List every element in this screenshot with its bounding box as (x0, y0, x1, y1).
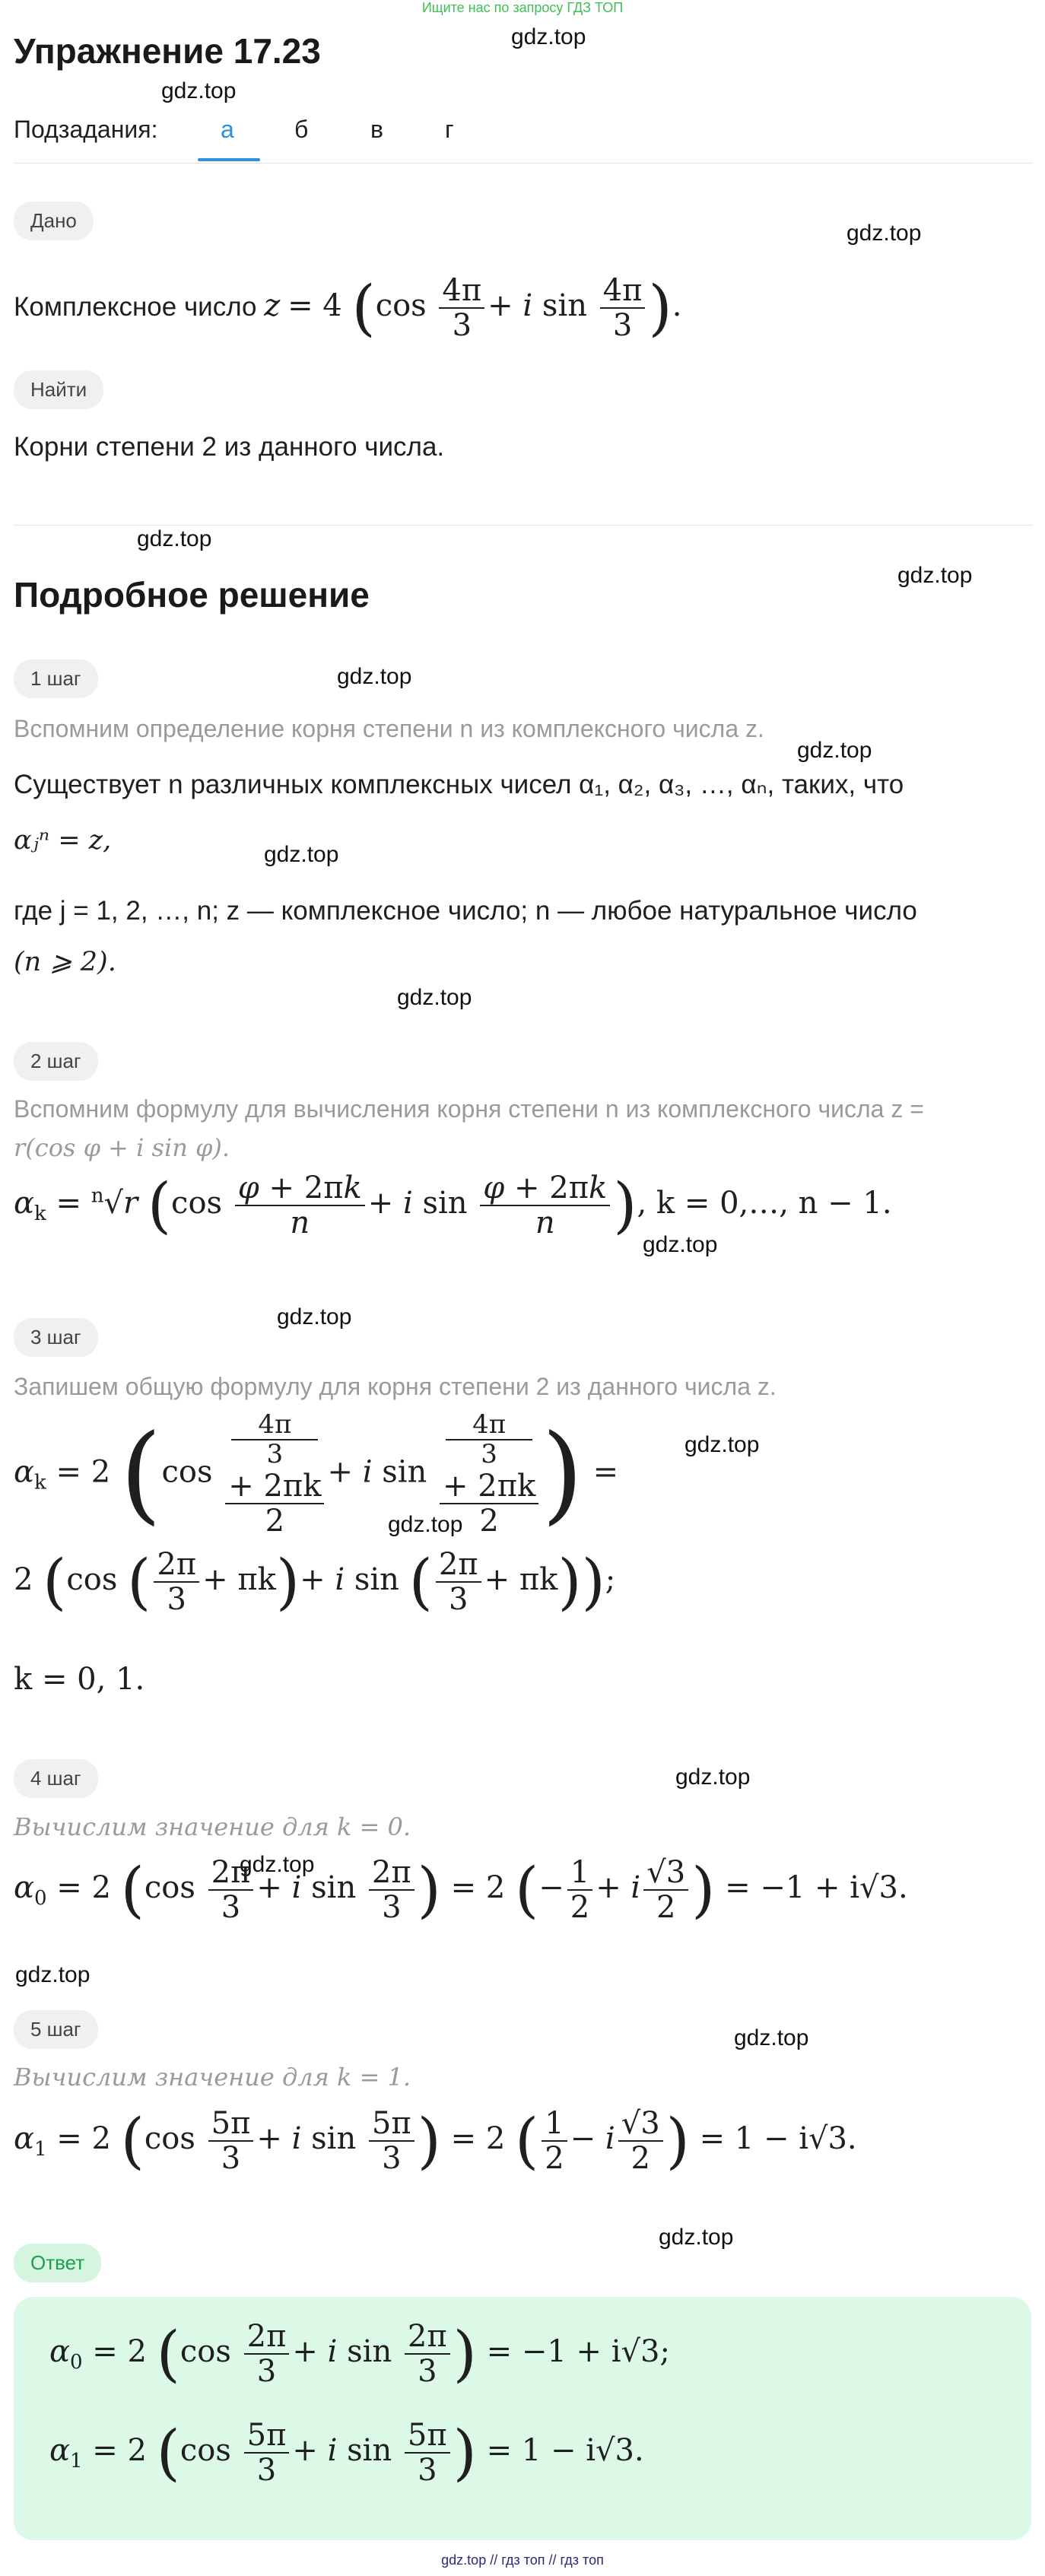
watermark: gdz.top (643, 1232, 718, 1257)
section-divider (14, 525, 1033, 526)
step-2-hint-2: r(cos φ + i sin φ). (14, 1133, 230, 1162)
find-badge: Найти (14, 370, 103, 409)
tab-v[interactable]: в (370, 116, 383, 143)
watermark: gdz.top (397, 985, 472, 1010)
step-3-hint: Запишем общую формулу для корня степени 2 из данного числа z. (14, 1373, 777, 1400)
step-1-hint: Вспомним определение корня степени n из комплексного числа z. (14, 715, 764, 742)
step-1-line-2: αⱼⁿ = z, (14, 825, 112, 856)
watermark: gdz.top (511, 24, 586, 49)
step-4-badge: 4 шаг (14, 1759, 98, 1798)
step-1-badge: 1 шаг (14, 659, 98, 698)
watermark: gdz.top (675, 1764, 751, 1790)
step-3-formula-1: $\alpha_k = 2$ (cos 4π 3 + 2πk 2 + i sin 4π 3 + 2πk 2 ) = (14, 1409, 619, 1539)
watermark: gdz.top (684, 1432, 760, 1457)
page-title: Упражнение 17.23 (14, 31, 321, 71)
step-5-hint: Вычислим значение для k = 1. (14, 2063, 411, 2092)
step-3-formula-2: 2 (cos ( $\frac{2\pi}{3}$ + πk)+ i sin ( $\frac{2\pi}{3}$ + πk)); (14, 1546, 616, 1617)
watermark: gdz.top (897, 563, 973, 588)
step-4-formula: $\alpha_0 = 2$ (cos $\frac{2\pi}{3}$ + i sin $\frac{2\pi}{3}$ ) = 2 (− $\frac{1}{2}$ + i $\frac{√3}{2}$ ) = −1 + i√3. (14, 1854, 908, 1925)
active-tab-indicator (198, 158, 260, 161)
find-text: Корни степени 2 из данного числа. (14, 432, 445, 462)
watermark: gdz.top (388, 1512, 463, 1537)
step-3-badge: 3 шаг (14, 1318, 98, 1357)
tab-b[interactable]: б (294, 116, 309, 143)
tab-g[interactable]: г (445, 116, 454, 143)
step-1-line-3: где j = 1, 2, …, n; z — комплексное число; n — любое натуральное число (14, 896, 917, 926)
top-search-hint[interactable]: Ищите нас по запросу ГДЗ ТОП (421, 0, 624, 15)
step-5-formula: $\alpha_1 = 2$ (cos $\frac{5\pi}{3}$ + i sin $\frac{5\pi}{3}$ ) = 2 ( $\frac{1}{2}$ − i $\frac{√3}{2}$ ) = 1 − i√3. (14, 2105, 857, 2176)
tab-a[interactable]: а (221, 116, 234, 143)
answer-badge: Ответ (14, 2244, 101, 2282)
tabs-divider (14, 163, 1033, 164)
given-text: Комплексное число z = 4 (cos $\frac{4\pi}{3}$ + i sin $\frac{4\pi}{3}$ ). (14, 272, 682, 343)
answer-line-1: $\alpha_0 = 2$ (cos $\frac{2\pi}{3}$ + i sin $\frac{2\pi}{3}$ ) = −1 + i√3; (49, 2318, 670, 2389)
watermark: gdz.top (15, 1962, 91, 1987)
step-4-hint: Вычислим значение для k = 0. (14, 1812, 411, 1841)
watermark: gdz.top (797, 738, 872, 763)
step-2-badge: 2 шаг (14, 1042, 98, 1081)
watermark: gdz.top (161, 78, 237, 103)
watermark: gdz.top (659, 2225, 734, 2250)
watermark: gdz.top (277, 1304, 352, 1329)
footer-links[interactable]: gdz.top // гдз топ // гдз топ (441, 2552, 604, 2568)
step-1-line-1: Существует n различных комплексных чисел α₁, α₂, α₃, …, αₙ, таких, что (14, 770, 904, 799)
given-badge: Дано (14, 202, 94, 240)
answer-line-2: $\alpha_1 = 2$ (cos $\frac{5\pi}{3}$ + i sin $\frac{5\pi}{3}$ ) = 1 − i√3. (49, 2417, 644, 2488)
step-3-k-values: k = 0, 1. (14, 1662, 145, 1697)
subtasks-label: Подзадания: (14, 116, 158, 143)
step-2-formula: $\alpha_k = ^n√r$ (cos $\frac{\varphi + 2\pi k}{n}$ + i sin $\frac{\varphi + 2\pi k}{n}$ ), k = 0,…, n − 1. (14, 1170, 892, 1240)
watermark: gdz.top (137, 526, 212, 551)
watermark: gdz.top (264, 842, 339, 867)
watermark: gdz.top (240, 1852, 315, 1877)
watermark: gdz.top (337, 664, 412, 689)
step-2-hint-1: Вспомним формулу для вычисления корня степени n из комплексного числа z = (14, 1095, 924, 1123)
step-1-line-4: (n ⩾ 2). (14, 947, 116, 977)
step-5-badge: 5 шаг (14, 2010, 98, 2049)
watermark: gdz.top (846, 221, 922, 246)
solution-title: Подробное решение (14, 575, 370, 615)
watermark: gdz.top (734, 2025, 809, 2050)
